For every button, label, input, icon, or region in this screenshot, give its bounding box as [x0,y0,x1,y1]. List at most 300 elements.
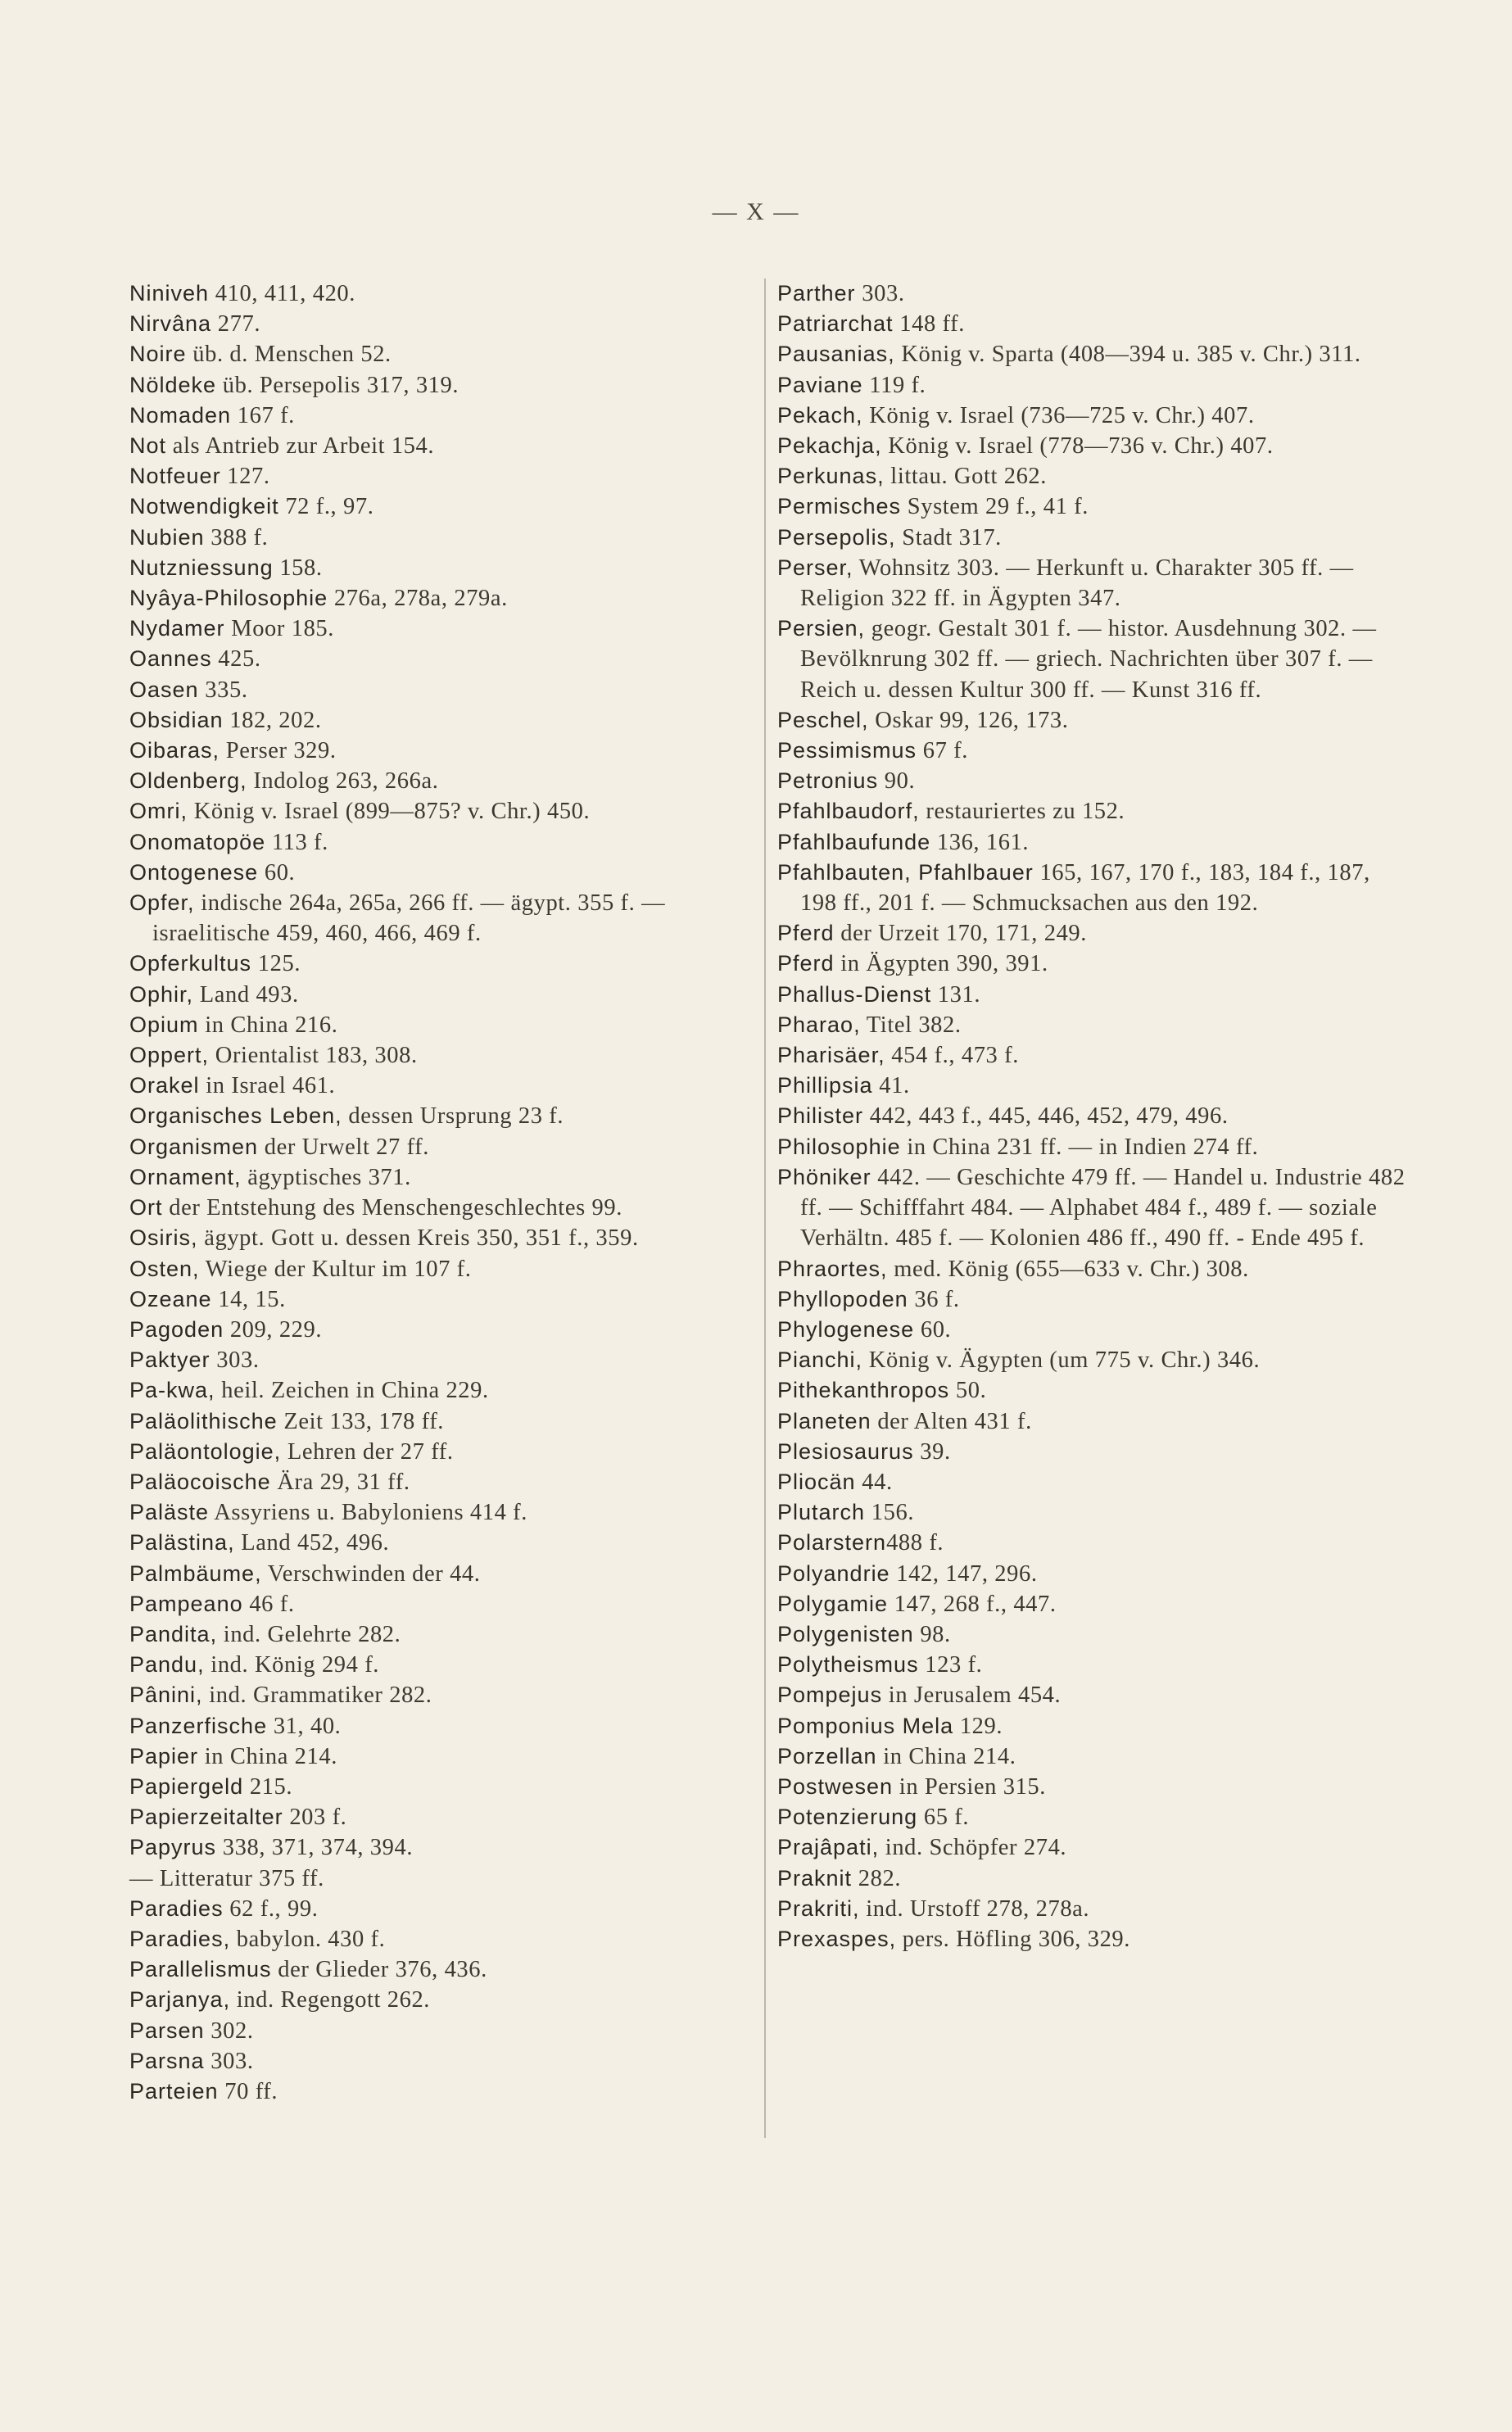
index-entry-references: 136, 161. [930,829,1030,855]
index-entry-references: Oskar 99, 126, 173. [868,707,1069,733]
index-entry-term: Papierzeitalter [129,1805,283,1830]
index-entry-references: Orientalist 183, 308. [209,1043,418,1069]
index-entry [777,1345,1408,1375]
index-entry-term: Oppert, [129,1043,210,1068]
index-entry [777,1924,1408,1954]
index-entry-term: Parjanya, [129,1987,231,2013]
index-entry [777,1832,1408,1863]
index-entry-term: Polygamie [777,1591,889,1616]
index-entry [129,1162,760,1193]
index-entry [777,431,1408,461]
index-entry [777,949,1408,979]
index-entry-term: Palmbäume, [129,1560,262,1586]
index-entry [129,370,760,401]
index-entry-term: Osiris, [129,1225,198,1251]
index-entry-references: der Glieder 376, 436. [271,1957,487,1983]
index-entry [777,1101,1408,1131]
index-entry [777,553,1408,614]
index-entry-references: 62 f., 99. [223,1895,319,1922]
index-entry [129,1741,760,1772]
index-entry-references: Ära 29, 31 ff. [270,1469,410,1495]
index-entry-references: 209, 229. [224,1316,323,1343]
index-entry [777,705,1408,736]
index-entry-references: 148 ff. [893,311,965,337]
index-entry-references: Indolog 263, 266a. [247,768,439,795]
index-entry-references: 303. [204,2048,254,2074]
index-entry-references: babylon. 430 f. [230,1926,386,1952]
index-entry-term: Parsen [129,2018,205,2043]
index-entry-references: üb. d. Menschen 52. [186,342,392,368]
index-entry [129,1680,760,1710]
index-entry [129,1193,760,1223]
index-entry-term: Phillipsia [777,1073,873,1098]
index-entry [129,431,760,461]
index-entry [129,1894,760,1924]
index-entry-term: Patriarchat [777,311,894,337]
index-entry [129,1802,760,1832]
index-entry-term: Pekachja, [777,433,882,459]
index-entry-term: Oldenberg, [129,768,247,794]
index-entry-term: Philister [777,1103,864,1129]
index-entry [129,796,760,827]
index-entry-term: Phyllopoden [777,1286,908,1311]
index-entry [129,339,760,369]
index-entry-term: Pânini, [129,1682,203,1708]
index-entry [777,1559,1408,1589]
index-entry-term: Pompejus [777,1682,883,1708]
index-entry-term: Pagoden [129,1316,224,1342]
index-entry-references: pers. Höfling 306, 329. [896,1926,1130,1952]
index-entry [129,980,760,1010]
index-entry-references: 131. [931,981,981,1008]
index-entry-term: Paktyer [129,1347,211,1373]
index-entry-term: Praknit [777,1865,853,1891]
index-entry [777,918,1408,949]
index-entry-term: Phraortes, [777,1256,888,1281]
index-entry-term: Ophir, [129,981,194,1007]
index-entry-term: Paläontologie, [129,1438,282,1464]
index-entry-references: 50. [949,1378,987,1404]
index-entry-references: 90. [878,768,916,795]
index-entry [777,858,1408,918]
index-entry [777,1864,1408,1894]
index-entry [129,1650,760,1680]
index-entry [777,980,1408,1010]
index-entry-term: Oannes [129,646,212,672]
index-entry-references: üb. Persepolis 317, 319. [216,372,459,398]
index-entry-term: Opium [129,1012,199,1037]
index-entry [129,401,760,431]
index-entry [777,1650,1408,1680]
index-entry [129,1619,760,1650]
index-entry-term: Petronius [777,768,879,794]
index-entry [777,1162,1408,1254]
index-entry-references: 113 f. [265,829,328,855]
index-entry [777,736,1408,766]
index-entry [777,1589,1408,1619]
index-entry-references: 488 f. [886,1530,944,1556]
index-entry-references: Land 493. [193,981,299,1008]
index-entry-references: ind. Schöpfer 274. [879,1835,1067,1861]
index-entry-references: Land 452, 496. [234,1530,390,1556]
index-entry-term: Organisches Leben, [129,1103,342,1129]
index-entry [129,583,760,614]
index-entry-references: 454 f., 473 f. [885,1043,1019,1069]
index-entry-term: Nöldeke [129,372,217,397]
index-entry-term: Philosophie [777,1134,901,1159]
index-entry-references: als Antrieb zur Arbeit 154. [166,433,435,460]
index-column-left [129,279,760,2107]
index-entry-term: Pessimismus [777,738,917,763]
index-entry-references: dessen Ursprung 23 f. [342,1103,564,1130]
index-entry-references: 215. [243,1773,293,1800]
index-entry [777,1071,1408,1101]
index-entry [129,1772,760,1802]
index-entry [129,1132,760,1162]
index-entry [129,949,760,979]
index-entry-term: Pfahlbauten, Pfahlbauer [777,859,1034,885]
index-entry [777,1010,1408,1040]
index-entry-term: Noire [129,342,187,367]
index-entry-references: 41. [872,1073,910,1099]
index-entry-term: Paläocoische [129,1469,271,1494]
index-entry-references: ind. Regengott 262. [230,1987,431,2013]
column-divider [764,279,766,2138]
index-entry-term: Pausanias, [777,342,895,367]
index-entry-references: 70 ff. [218,2078,278,2104]
index-entry [129,1071,760,1101]
index-entry-term: Pomponius Mela [777,1713,954,1738]
index-entry [129,888,760,949]
index-entry-references: littau. Gott 262. [884,464,1047,490]
index-entry-references: Moor 185. [224,616,334,642]
index-entry-term: Parsna [129,2048,205,2073]
index-entry-term: Papiergeld [129,1773,244,1799]
index-entry [129,309,760,339]
index-entry-term: Perser, [777,555,853,580]
index-entry-term: Postwesen [777,1773,894,1799]
index-entry-references: 98. [913,1621,951,1647]
index-entry-references: 302. [204,2018,254,2044]
index-entry-references: ind. Gelehrte 282. [217,1621,401,1647]
index-entry [129,1497,760,1528]
index-entry-term: Opfer, [129,890,195,916]
index-entry-term: Prexaspes, [777,1926,897,1951]
index-entry-references: in Ägypten 390, 391. [834,951,1048,977]
index-entry-term: Opferkultus [129,951,252,976]
index-entry [129,858,760,888]
index-entry [777,1467,1408,1497]
index-entry-references: 142, 147, 296. [890,1560,1038,1587]
index-entry [777,1528,1408,1558]
index-entry-references: restauriertes zu 152. [919,799,1125,825]
index-entry-references: Zeit 133, 178 ff. [277,1408,445,1434]
index-entry [129,2016,760,2046]
index-entry-term: Pandita, [129,1621,218,1646]
index-entry-references: in Persien 315. [893,1773,1046,1800]
index-entry [129,1954,760,1985]
index-entry-references: System 29 f., 41 f. [901,494,1089,520]
index-entry [129,736,760,766]
index-entry-references: 410, 411, 420. [209,281,355,306]
index-entry-term: Nutzniessung [129,555,274,580]
index-entry-term: Onomatopöe [129,829,266,854]
index-entry-term: Pandu, [129,1652,205,1678]
index-entry-term: Pferd [777,921,835,946]
index-entry-references: Titel 382. [860,1012,962,1038]
index-entry-term: Panzerfische [129,1713,268,1738]
index-entry [777,339,1408,369]
index-entry-references: 60. [914,1316,952,1343]
index-entry [777,827,1408,858]
index-entry-references: 44. [855,1469,893,1495]
index-entry [777,1406,1408,1437]
index-entry [777,1802,1408,1832]
index-entry [129,1832,760,1863]
index-entry-references: Verschwinden der 44. [261,1560,481,1587]
index-column-right [777,279,1408,1954]
index-entry [129,553,760,583]
index-entry-term: Niniveh [129,281,210,306]
index-entry-term: Oibaras, [129,738,220,763]
index-entry-references: der Urzeit 170, 171, 249. [834,921,1087,947]
index-entry [777,1619,1408,1650]
index-entry [777,1132,1408,1162]
index-entry-references: Wiege der Kultur im 107 f. [199,1256,472,1282]
index-entry-term: Phöniker [777,1164,871,1189]
index-entry-term: Paläste [129,1500,210,1525]
index-entry-references: der Entstehung des Menschengeschlechtes 99. [162,1195,622,1221]
index-entry [129,1254,760,1284]
index-entry [129,1375,760,1406]
index-entry-references: König v. Israel (736—725 v. Chr.) 407. [862,402,1255,428]
index-entry [129,1467,760,1497]
index-entry [129,2046,760,2076]
index-entry-term: Polarstern [777,1530,887,1556]
index-entry-term: Prajâpati, [777,1835,880,1860]
index-entry-references: 36 f. [908,1286,960,1312]
index-entry [777,309,1408,339]
index-entry-references: 182, 202. [223,707,322,733]
index-entry-term: Persepolis, [777,524,896,550]
index-entry-references: 46 f. [242,1591,295,1617]
index-entry-term: Perkunas, [777,464,885,489]
index-entry [129,1924,760,1954]
index-entry [129,1284,760,1315]
index-entry-references: 165, 167, 170 f., 183, 184 f., 187, 198 ff., 201 f. — Schmucksachen aus den 192. [800,859,1370,917]
index-entry [129,675,760,705]
index-entry-references: 303. [855,281,905,306]
index-entry [777,1711,1408,1741]
index-entry-references: ind. Grammatiker 282. [202,1682,432,1709]
index-entry-term: Orakel [129,1073,200,1098]
index-entry-references: 65 f. [917,1805,970,1831]
index-entry [129,766,760,796]
index-entry-term: Notfeuer [129,464,221,489]
index-entry [129,827,760,858]
index-entry-references: 123 f. [918,1652,983,1678]
index-entry-term: Parther [777,281,856,306]
index-entry-references: ägypt. Gott u. dessen Kreis 350, 351 f., 359. [197,1225,639,1252]
index-entry [777,370,1408,401]
index-entry [777,1894,1408,1924]
index-entry [777,766,1408,796]
index-entry [777,1284,1408,1315]
index-entry-term: Not [129,433,167,459]
index-entry [129,1101,760,1131]
index-entry [129,1559,760,1589]
index-entry-term: Pfahlbaudorf, [777,799,920,824]
index-entry-term: Pfahlbaufunde [777,829,931,854]
index-entry-references: 388 f. [204,524,269,550]
index-entry-term: Potenzierung [777,1805,918,1830]
index-entry-term: Notwendigkeit [129,494,279,519]
index-entry-references: 119 f. [862,372,926,398]
index-entry [777,1741,1408,1772]
index-entry [129,1711,760,1741]
index-entry-term: Pianchi, [777,1347,863,1373]
index-entry-term: Ontogenese [129,859,259,885]
index-entry-references: Lehren der 27 ff. [281,1438,454,1465]
index-entry [777,1040,1408,1071]
index-entry-references: ägyptisches 371. [241,1164,411,1190]
index-entry-term: Pferd [777,951,835,976]
index-entry [777,614,1408,705]
index-entry-references: ind. König 294 f. [204,1652,380,1678]
index-entry-references: 39. [913,1438,951,1465]
index-entry-references: Wohnsitz 303. — Herkunft u. Charakter 305 ff. — Religion 322 ff. in Ägypten 347. [800,555,1354,612]
index-entry-term: Palästina, [129,1530,235,1556]
index-entry-term: Parallelismus [129,1957,272,1982]
index-entry-references: med. König (655—633 v. Chr.) 308. [887,1256,1249,1282]
index-entry [129,614,760,644]
index-entry-references: 282. [852,1865,902,1891]
index-entry-term: Nirvâna [129,311,212,337]
index-entry-term: Nubien [129,524,205,550]
index-entry-references: ind. Urstoff 278, 278a. [859,1895,1090,1922]
index-entry-references: 303. [210,1347,260,1374]
index-entry-references: 277. [211,311,261,337]
index-entry [129,491,760,522]
index-entry [777,523,1408,553]
index-entry [777,401,1408,431]
index-entry-references: 156. [865,1500,915,1526]
index-entry [129,279,760,309]
index-entry-term: Parteien [129,2078,219,2104]
index-entry-references: in China 231 ff. — in Indien 274 ff. [900,1134,1259,1160]
index-entry-term: Obsidian [129,707,224,732]
index-entry-references: in Israel 461. [199,1073,336,1099]
page-header: — X — [712,198,800,225]
index-entry-term: Porzellan [777,1743,877,1769]
index-entry-term: Ort [129,1195,163,1221]
index-entry-term: Pekach, [777,402,863,428]
index-entry-term: Persien, [777,616,866,641]
index-entry-references: Perser 329. [220,738,337,764]
index-entry-references: — Litteratur 375 ff. [129,1865,324,1891]
index-entry-term: Peschel, [777,707,869,732]
index-entry-references: König v. Ägypten (um 775 v. Chr.) 346. [862,1347,1261,1374]
index-entry-term: Paläolithische [129,1408,278,1433]
index-entry-references: heil. Zeichen in China 229. [215,1378,489,1404]
index-entry-references: 129. [953,1713,1003,1739]
index-entry-term: Paradies [129,1895,224,1921]
index-entry [129,1528,760,1558]
index-entry [777,279,1408,309]
index-entry-term: Paradies, [129,1926,231,1951]
index-entry [129,1437,760,1467]
index-entry [129,2076,760,2107]
index-entry-references: 127. [220,464,270,490]
index-entry-term: Pliocän [777,1469,856,1494]
index-entry-term: Pa-kwa, [129,1378,215,1403]
index-entry [129,1406,760,1437]
index-entry-references: 335. [198,677,248,703]
index-entry-references: 442. — Geschichte 479 ff. — Handel u. Industrie 482 ff. — Schifffahrt 484. — Alphabet 484 f., 489 f. — soziale Verhältn. 485 f. — Kolonien 486 ff., 490 ff. - Ende 495 f. [800,1164,1406,1252]
index-entry-term: Pharisäer, [777,1043,885,1068]
index-entry-references: 60. [258,859,296,885]
index-entry-references: 14, 15. [211,1286,286,1312]
index-entry [129,705,760,736]
index-entry-term: Papier [129,1743,199,1769]
index-entry [777,491,1408,522]
index-entry [777,1772,1408,1802]
index-entry-term: Pampeano [129,1591,243,1616]
index-entry [777,1497,1408,1528]
index-entry [129,1223,760,1253]
index-entry-term: Oasen [129,677,199,702]
index-entry-references: der Urwelt 27 ff. [258,1134,430,1160]
index-entry-references: in China 214. [198,1743,337,1769]
index-entry-references: 158. [273,555,323,581]
index-entry-term: Permisches [777,494,902,519]
index-entry-term: Plesiosaurus [777,1438,914,1464]
index-entry-references: in China 216. [198,1012,338,1038]
index-entry-references: 147, 268 f., 447. [888,1591,1057,1617]
index-entry-references: Assyriens u. Babyloniens 414 f. [209,1500,527,1526]
index-entry [129,644,760,674]
index-entry [129,1589,760,1619]
index-entry-references: 338, 371, 374, 394. [216,1835,414,1861]
index-entry-term: Phallus-Dienst [777,981,932,1007]
index-entry [129,523,760,553]
index-entry-references: in Jerusalem 454. [882,1682,1062,1709]
index-entry [777,1680,1408,1710]
index-entry-references: 67 f. [917,738,968,764]
index-entry-references: König v. Sparta (408—394 u. 385 v. Chr.) 311. [894,342,1361,368]
index-entry [129,1345,760,1375]
index-entry-term: Polytheismus [777,1652,919,1678]
index-entry-references: 442, 443 f., 445, 446, 452, 479, 496. [863,1103,1229,1130]
index-entry [777,1375,1408,1406]
index-entry-term: Plutarch [777,1500,866,1525]
index-entry-term: Prakriti, [777,1895,860,1921]
index-entry-references: König v. Israel (778—736 v. Chr.) 407. [881,433,1274,460]
index-entry-term: Organismen [129,1134,259,1159]
index-entry [777,796,1408,827]
index-entry-references: 276a, 278a, 279a. [328,586,508,612]
index-entry [777,1437,1408,1467]
index-entry-term: Papyrus [129,1835,217,1860]
index-entry-references: 203 f. [283,1805,347,1831]
index-entry-references: 425. [211,646,261,673]
index-entry-references: geogr. Gestalt 301 f. — histor. Ausdehnung 302. — Bevölknrung 302 ff. — griech. Nachrichten über 307 f. — Reich u. dessen Kultur 300 ff. — Kunst 316 ff. [800,616,1377,703]
index-entry-references: in China 214. [876,1743,1016,1769]
index-entry-references: 72 f., 97. [278,494,374,520]
index-entry-term: Phylogenese [777,1316,915,1342]
index-entry [777,1254,1408,1284]
index-entry-references: der Alten 431 f. [871,1408,1032,1434]
